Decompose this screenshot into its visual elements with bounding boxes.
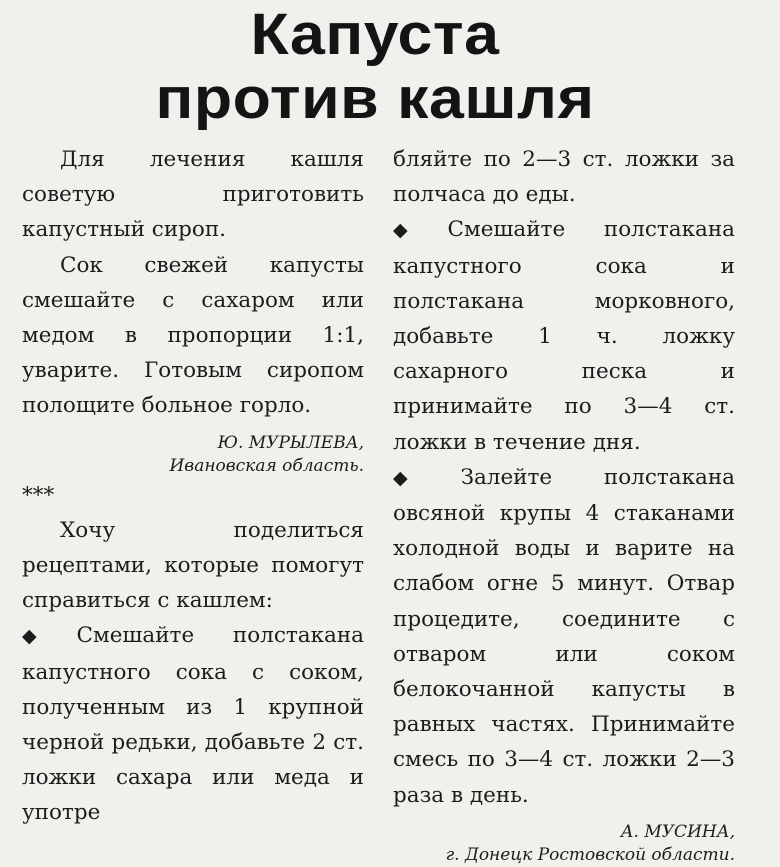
bullet-text-2: Смешайте полстакана капустного сока и полстакана морковного, добавьте 1 ч. ложку сахарного песка и принимайте по 3—4 ст. ложки в течение дня.: [393, 217, 735, 455]
author-name: Ю. МУРЫЛЕВА,: [217, 432, 364, 453]
bullet-item-3: [393, 460, 735, 813]
diamond-bullet-icon: ◆: [393, 466, 453, 489]
bullet-text-3: Залейте полстакана овсяной крупы 4 стаканами холодной воды и варите на слабом огне 5 минут. Отвар процедите, соедините с отваром или соком белокочанной капусты в равных частях. Принимайте смесь по 3—4 ст. ложки 2—3 раза в день.: [393, 464, 735, 808]
bullet-item-1: [22, 618, 364, 830]
bullet-item-2: [393, 212, 735, 459]
bullet-text-1a: Смешайте полстакана капустного сока с соком, полученным из 1 крупной черной редьки, добавьте 2 ст. ложки сахара или меда и употре: [22, 623, 364, 826]
author-name: А. МУСИНА,: [620, 821, 735, 842]
separator-stars: ***: [22, 482, 55, 508]
paragraph-share: Хочу поделиться рецептами, которые помогут справиться с кашлем:: [22, 517, 364, 614]
left-column: [22, 142, 364, 831]
right-column: [393, 142, 735, 867]
paragraph-recipe: Сок свежей капусты смешайте с сахаром или медом в пропорции 1:1, уварите. Готовым сиропом полощите больное горло.: [22, 252, 364, 419]
headline-line-2: против кашля: [155, 66, 595, 131]
author-region: Ивановская область.: [169, 455, 364, 476]
headline-line-1: Капуста: [250, 2, 500, 67]
signature-2: [393, 821, 735, 867]
paragraph-intro: Для лечения кашля советую приготовить капустный сироп.: [22, 147, 364, 243]
signature-1: [22, 432, 364, 478]
author-region: г. Донецк Ростовской области.: [445, 844, 735, 865]
bullet-text-1b: бляйте по 2—3 ст. ложки за полчаса до еды.: [393, 147, 735, 208]
diamond-bullet-icon: ◆: [393, 219, 440, 242]
diamond-bullet-icon: ◆: [22, 625, 69, 648]
